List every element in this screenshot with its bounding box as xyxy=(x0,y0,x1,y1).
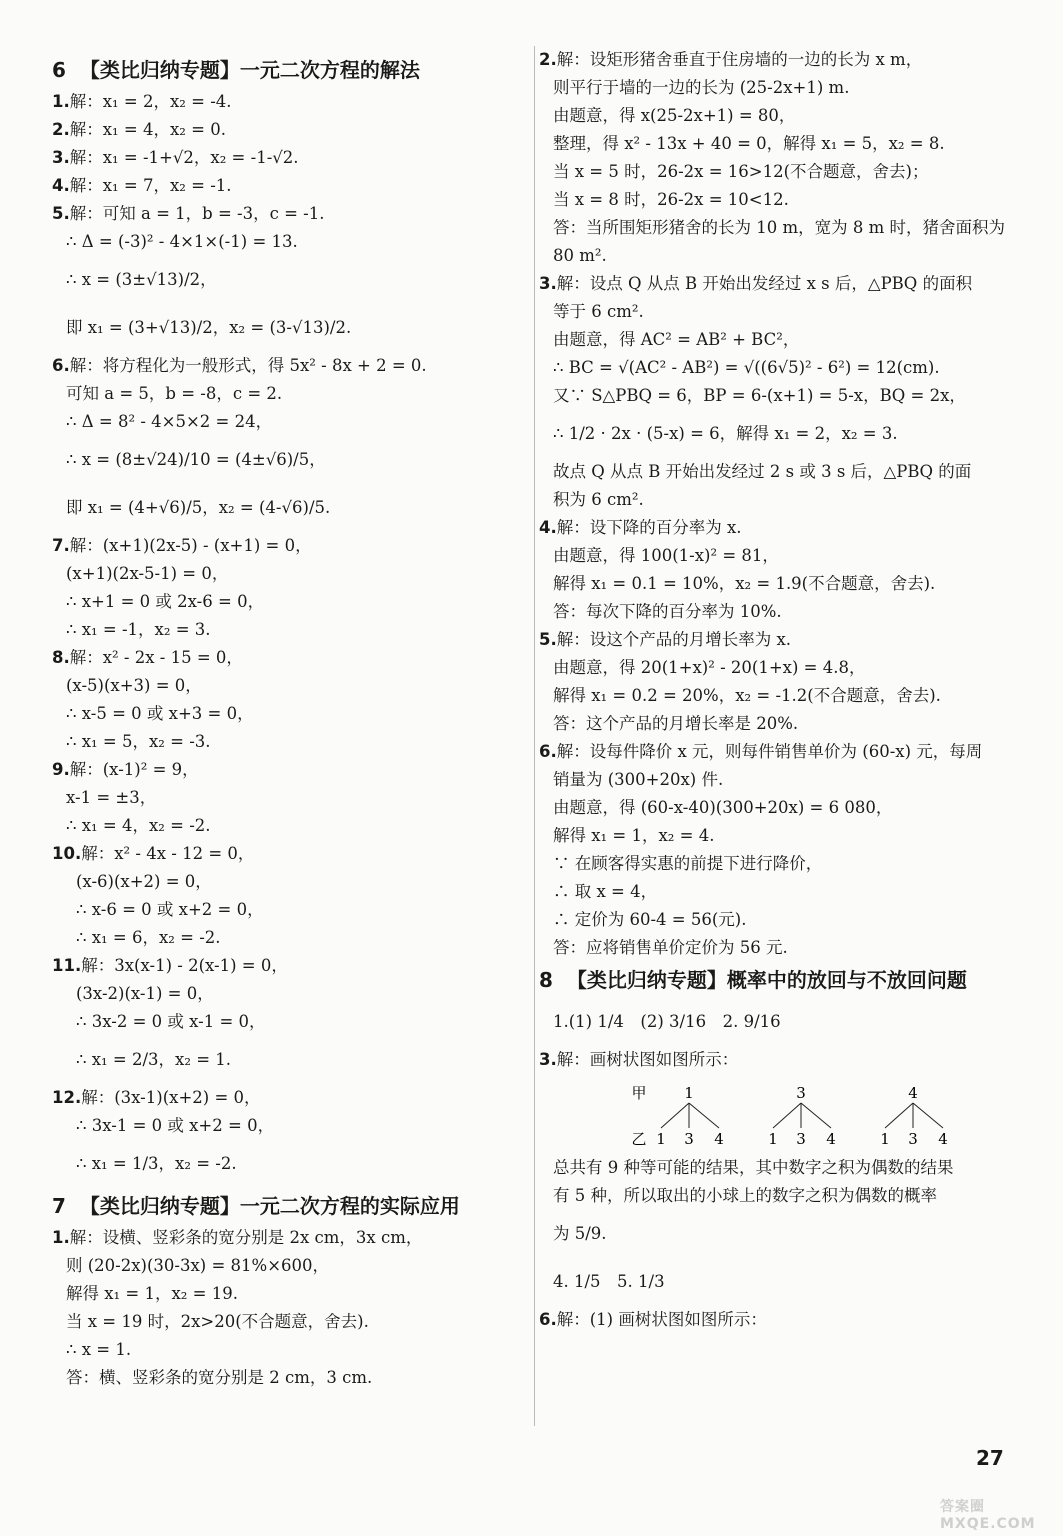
tree-leaf-node: 1 xyxy=(656,1130,666,1148)
problem-number: 3. xyxy=(539,274,557,293)
problem-number: 4. xyxy=(539,518,557,537)
solution-line xyxy=(539,1210,1019,1258)
solution-line xyxy=(52,812,512,840)
line-text: 又∵ S△PBQ = 6，BP = 6-(x+1) = 5-x，BQ = 2x， xyxy=(553,386,966,405)
line-text: 整理，得 x² - 13x + 40 = 0，解得 x₁ = 5，x₂ = 8. xyxy=(553,134,945,153)
solution-line xyxy=(539,570,1019,598)
solution-line xyxy=(539,878,1019,906)
tree-leaf-node: 4 xyxy=(938,1130,948,1148)
line-text: 解得 x₁ = 0.2 = 20%，x₂ = -1.2(不合题意，舍去). xyxy=(553,686,941,705)
tree-branch xyxy=(801,1103,831,1128)
solution-line xyxy=(539,934,1019,962)
solution-line xyxy=(52,1308,512,1336)
problem-line xyxy=(52,756,512,784)
page-number: 27 xyxy=(976,1446,1004,1470)
tree-branch xyxy=(661,1103,689,1128)
line-text: ∴ Δ = (-3)² - 4×1×(-1) = 13. xyxy=(66,232,298,251)
solution-line xyxy=(52,408,512,436)
line-text: ∴ x+1 = 0 或 2x-6 = 0， xyxy=(66,592,265,611)
line-text: 有 5 种，所以取出的小球上的数字之积为偶数的概率 xyxy=(553,1186,937,1205)
line-text: 由题意，得 20(1+x)² - 20(1+x) = 4.8， xyxy=(553,658,866,677)
problem-number: 2. xyxy=(52,120,70,139)
tree-leaf-node: 3 xyxy=(796,1130,806,1148)
line-text: 则 (20-2x)(30-3x) = 81%×600， xyxy=(66,1256,330,1275)
line-text: 解：x₁ = 2，x₂ = -4. xyxy=(69,92,232,111)
solution-line xyxy=(52,1140,512,1188)
solution-line xyxy=(52,1036,512,1084)
tree-row2-label: 乙 xyxy=(631,1130,647,1148)
tree-branch xyxy=(773,1103,801,1128)
line-text: x-1 = ±3， xyxy=(66,788,157,807)
solution-line xyxy=(52,256,512,304)
solution-line xyxy=(539,598,1019,626)
line-text: ∴ 取 x = 4， xyxy=(553,882,658,901)
problem-line xyxy=(52,200,512,228)
line-text: 答：这个产品的月增长率是 20%. xyxy=(553,714,799,733)
line-text: 解：设下降的百分率为 x. xyxy=(556,518,742,537)
line-text: ∴ Δ = 8² - 4×5×2 = 24， xyxy=(66,412,273,431)
problem-line xyxy=(52,144,512,172)
line-text: 解：设横、竖彩条的宽分别是 2x cm，3x cm， xyxy=(69,1228,423,1247)
problem-number: 4. xyxy=(52,176,70,195)
line-text: ∴ 1/2 · 2x · (5-x) = 6，解得 x₁ = 2，x₂ = 3. xyxy=(553,424,898,443)
section-number: 6 xyxy=(52,58,66,82)
line-text: 当 x = 19 时，2x>20(不合题意，舍去). xyxy=(66,1312,369,1331)
line-text: 解：(x-1)² = 9， xyxy=(69,760,199,779)
line-text: 答：横、竖彩条的宽分别是 2 cm，3 cm. xyxy=(66,1368,373,1387)
line-text: 可知 a = 5，b = -8，c = 2. xyxy=(66,384,283,403)
problem-line xyxy=(52,644,512,672)
line-text: ∴ x₁ = -1，x₂ = 3. xyxy=(66,620,211,639)
problem-number: 6. xyxy=(52,356,70,375)
line-text: 解：设每件降价 x 元，则每件销售单价为 (60-x) 元，每周 xyxy=(556,742,983,761)
line-text: ∴ 定价为 60-4 = 56(元). xyxy=(553,910,747,929)
solution-line xyxy=(52,728,512,756)
solution-line xyxy=(52,560,512,588)
solution-line xyxy=(539,458,1019,486)
line-text: ∴ x = (8±√24)/10 = (4±√6)/5， xyxy=(66,450,326,469)
line-text: ∴ x-5 = 0 或 x+3 = 0， xyxy=(66,704,254,723)
line-text: 由题意，得 (60-x-40)(300+20x) = 6 080， xyxy=(553,798,893,817)
line-text: 当 x = 8 时，26-2x = 10<12. xyxy=(553,190,789,209)
problem-number: 5. xyxy=(52,204,70,223)
tree-leaf-node: 3 xyxy=(684,1130,694,1148)
section-number: 8 xyxy=(539,968,553,992)
section-title: 【类比归纳专题】一元二次方程的实际应用 xyxy=(79,1194,460,1218)
solution-line xyxy=(539,822,1019,850)
problem-line xyxy=(52,352,512,380)
line-text: 等于 6 cm². xyxy=(553,302,644,321)
line-text: 则平行于墙的一边的长为 (25-2x+1) m. xyxy=(553,78,850,97)
section-title: 【类比归纳专题】概率中的放回与不放回问题 xyxy=(566,968,967,992)
solution-line xyxy=(52,1336,512,1364)
solution-line xyxy=(52,436,512,484)
problem-line xyxy=(539,514,1019,542)
solution-line xyxy=(539,354,1019,382)
line-text: 销量为 (300+20x) 件. xyxy=(553,770,724,789)
section-heading xyxy=(52,52,512,88)
problem-line xyxy=(52,1084,512,1112)
problem-line xyxy=(52,1224,512,1252)
problem-line xyxy=(539,738,1019,766)
solution-line xyxy=(539,766,1019,794)
line-text: ∴ x₁ = 5，x₂ = -3. xyxy=(66,732,211,751)
problem-number: 1. xyxy=(52,1228,70,1247)
line-text: 答：当所围矩形猪舍的长为 10 m，宽为 8 m 时，猪舍面积为 xyxy=(553,218,1006,237)
line-text: (x-6)(x+2) = 0， xyxy=(76,872,212,891)
tree-root-node: 4 xyxy=(908,1084,918,1102)
problem-line xyxy=(52,532,512,560)
problem-line xyxy=(52,840,512,868)
problem-line xyxy=(539,1306,1019,1334)
problem-number: 3. xyxy=(539,1050,557,1069)
solution-line xyxy=(539,654,1019,682)
line-text: 积为 6 cm². xyxy=(553,490,644,509)
solution-line xyxy=(539,298,1019,326)
solution-line xyxy=(52,1112,512,1140)
line-text: 解：设点 Q 从点 B 开始出发经过 x s 后，△PBQ 的面积 xyxy=(556,274,973,293)
solution-line xyxy=(52,484,512,532)
right-column xyxy=(534,46,1019,1426)
solution-line xyxy=(52,616,512,644)
solution-line xyxy=(539,486,1019,514)
section-title: 【类比归纳专题】一元二次方程的解法 xyxy=(79,58,420,82)
line-text: 解：(1) 画树状图如图所示： xyxy=(556,1310,767,1329)
problem-number: 6. xyxy=(539,1310,557,1329)
solution-line xyxy=(52,588,512,616)
problem-number: 12. xyxy=(52,1088,82,1107)
line-text: 解得 x₁ = 1，x₂ = 19. xyxy=(66,1284,238,1303)
solution-line xyxy=(539,682,1019,710)
line-text: 当 x = 5 时，26-2x = 16>12(不合题意，舍去)； xyxy=(553,162,929,181)
line-text: 解：将方程化为一般形式，得 5x² - 8x + 2 = 0. xyxy=(69,356,427,375)
solution-line xyxy=(539,998,1019,1046)
line-text: ∴ x₁ = 2/3，x₂ = 1. xyxy=(76,1050,232,1069)
solution-line xyxy=(539,710,1019,738)
solution-line xyxy=(539,850,1019,878)
tree-leaf-node: 1 xyxy=(880,1130,890,1148)
line-text: 由题意，得 x(25-2x+1) = 80， xyxy=(553,106,796,125)
solution-line xyxy=(539,214,1019,242)
solution-line xyxy=(52,924,512,952)
solution-line xyxy=(539,410,1019,458)
problem-line xyxy=(52,88,512,116)
solution-line xyxy=(539,794,1019,822)
tree-branch xyxy=(885,1103,913,1128)
left-column xyxy=(52,52,512,1392)
line-text: ∴ BC = √(AC² - AB²) = √((6√5)² - 6²) = 12(cm). xyxy=(553,358,940,377)
solution-line xyxy=(539,382,1019,410)
line-text: 解：x₁ = 4，x₂ = 0. xyxy=(69,120,226,139)
line-text: 由题意，得 100(1-x)² = 81， xyxy=(553,546,779,565)
line-text: 解：x² - 2x - 15 = 0， xyxy=(69,648,243,667)
line-text: 80 m². xyxy=(553,246,607,265)
line-text: ∴ 3x-1 = 0 或 x+2 = 0， xyxy=(76,1116,275,1135)
line-text: 解：画树状图如图所示： xyxy=(556,1050,739,1069)
problem-line xyxy=(52,952,512,980)
solution-line xyxy=(539,186,1019,214)
problem-line xyxy=(52,116,512,144)
solution-line xyxy=(539,542,1019,570)
line-text: 故点 Q 从点 B 开始出发经过 2 s 或 3 s 后，△PBQ 的面 xyxy=(553,462,972,481)
line-text: ∴ x = 1. xyxy=(66,1340,132,1359)
line-text: ∴ x = (3±√13)/2， xyxy=(66,270,217,289)
tree-diagram xyxy=(539,1074,999,1154)
solution-line xyxy=(539,326,1019,354)
line-text: 答：每次下降的百分率为 10%. xyxy=(553,602,782,621)
line-text: 即 x₁ = (3+√13)/2，x₂ = (3-√13)/2. xyxy=(66,318,352,337)
line-text: 为 5/9. xyxy=(553,1224,607,1243)
solution-line xyxy=(52,1008,512,1036)
line-text: 解：x₁ = -1+√2，x₂ = -1-√2. xyxy=(69,148,299,167)
problem-line xyxy=(539,46,1019,74)
solution-line xyxy=(52,380,512,408)
solution-line xyxy=(539,1258,1019,1306)
tree-root-node: 3 xyxy=(796,1084,806,1102)
tree-leaf-node: 3 xyxy=(908,1130,918,1148)
line-text: (3x-2)(x-1) = 0， xyxy=(76,984,214,1003)
line-text: 解得 x₁ = 0.1 = 10%，x₂ = 1.9(不合题意，舍去). xyxy=(553,574,936,593)
line-text: (x+1)(2x-5-1) = 0， xyxy=(66,564,229,583)
solution-line xyxy=(539,906,1019,934)
line-text: (x-5)(x+3) = 0， xyxy=(66,676,202,695)
problem-number: 7. xyxy=(52,536,70,555)
solution-line xyxy=(539,130,1019,158)
problem-number: 8. xyxy=(52,648,70,667)
line-text: 解：3x(x-1) - 2(x-1) = 0， xyxy=(81,956,288,975)
solution-line xyxy=(52,980,512,1008)
tree-branch xyxy=(913,1103,943,1128)
solution-line xyxy=(52,1364,512,1392)
line-text: 解得 x₁ = 1，x₂ = 4. xyxy=(553,826,715,845)
line-text: 4. 1/5 5. 1/3 xyxy=(553,1272,665,1291)
line-text: 答：应将销售单价定价为 56 元. xyxy=(553,938,788,957)
problem-number: 3. xyxy=(52,148,70,167)
tree-leaf-node: 1 xyxy=(768,1130,778,1148)
solution-line xyxy=(52,896,512,924)
line-text: 解：x₁ = 7，x₂ = -1. xyxy=(69,176,232,195)
line-text: 解：(3x-1)(x+2) = 0， xyxy=(81,1088,261,1107)
line-text: 1.(1) 1/4 (2) 3/16 2. 9/16 xyxy=(553,1012,781,1031)
solution-line xyxy=(539,1154,1019,1182)
problem-number: 2. xyxy=(539,50,557,69)
watermark-logo: 答案圈 MXQE.COM xyxy=(940,1499,1036,1532)
solution-line xyxy=(52,228,512,256)
line-text: 总共有 9 种等可能的结果，其中数字之积为偶数的结果 xyxy=(553,1158,954,1177)
tree-row1-label: 甲 xyxy=(631,1084,647,1102)
solution-line xyxy=(52,1280,512,1308)
line-text: 解：设这个产品的月增长率为 x. xyxy=(556,630,792,649)
solution-line xyxy=(539,1182,1019,1210)
problem-number: 1. xyxy=(52,92,70,111)
line-text: 解：x² - 4x - 12 = 0， xyxy=(81,844,255,863)
line-text: ∴ x₁ = 1/3，x₂ = -2. xyxy=(76,1154,237,1173)
problem-line xyxy=(539,270,1019,298)
problem-line xyxy=(539,626,1019,654)
problem-number: 10. xyxy=(52,844,82,863)
solution-line xyxy=(52,1252,512,1280)
section-number: 7 xyxy=(52,1194,66,1218)
tree-branch xyxy=(689,1103,719,1128)
solution-line xyxy=(52,700,512,728)
solution-line xyxy=(52,672,512,700)
solution-line xyxy=(539,102,1019,130)
line-text: ∴ x-6 = 0 或 x+2 = 0， xyxy=(76,900,264,919)
tree-leaf-node: 4 xyxy=(826,1130,836,1148)
section-heading xyxy=(52,1188,512,1224)
solution-line xyxy=(539,74,1019,102)
problem-line xyxy=(52,172,512,200)
line-text: 即 x₁ = (4+√6)/5，x₂ = (4-√6)/5. xyxy=(66,498,331,517)
tree-leaf-node: 4 xyxy=(714,1130,724,1148)
line-text: ∴ x₁ = 6，x₂ = -2. xyxy=(76,928,221,947)
solution-line xyxy=(52,304,512,352)
line-text: 解：(x+1)(2x-5) - (x+1) = 0， xyxy=(69,536,312,555)
problem-number: 9. xyxy=(52,760,70,779)
line-text: ∵ 在顾客得实惠的前提下进行降价， xyxy=(553,854,823,873)
line-text: ∴ x₁ = 4，x₂ = -2. xyxy=(66,816,211,835)
section-heading xyxy=(539,962,1019,998)
solution-line xyxy=(52,868,512,896)
line-text: 解：可知 a = 1，b = -3，c = -1. xyxy=(69,204,325,223)
problem-line xyxy=(539,1046,1019,1074)
tree-diagram-svg xyxy=(539,1074,999,1154)
problem-number: 6. xyxy=(539,742,557,761)
solution-line xyxy=(52,784,512,812)
line-text: 由题意，得 AC² = AB² + BC²， xyxy=(553,330,800,349)
tree-root-node: 1 xyxy=(684,1084,694,1102)
solution-line xyxy=(539,242,1019,270)
line-text: ∴ 3x-2 = 0 或 x-1 = 0， xyxy=(76,1012,266,1031)
line-text: 解：设矩形猪舍垂直于住房墙的一边的长为 x m， xyxy=(556,50,923,69)
problem-number: 11. xyxy=(52,956,82,975)
solution-line xyxy=(539,158,1019,186)
problem-number: 5. xyxy=(539,630,557,649)
